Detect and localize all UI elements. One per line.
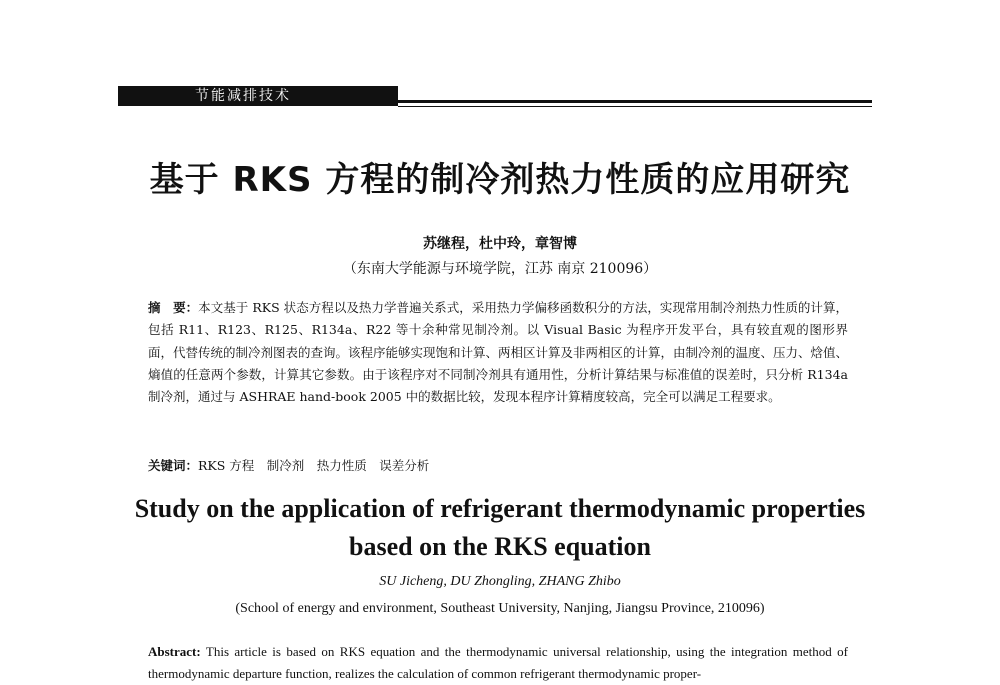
abstract-en-label: Abstract: <box>148 644 201 659</box>
affiliation-en: (School of energy and environment, Southeast University, Nanjing, Jiangsu Province, 210096) <box>235 601 765 616</box>
keywords-cn-label: 关键词： <box>148 458 199 473</box>
keywords-cn-text: RKS 方程 制冷剂 热力性质 误差分析 <box>198 458 430 473</box>
paper-title-en: Study on the application of refrigerant thermodynamic properties based on the RKS equation <box>134 494 866 561</box>
authors-en: SU Jicheng, DU Zhongling, ZHANG Zhibo <box>379 574 621 589</box>
abstract-cn-label: 摘 要： <box>148 300 199 315</box>
section-label: 节能减排技术 <box>195 88 291 104</box>
header-rule-thick <box>398 100 872 103</box>
authors-cn: 苏继程，杜中玲，章智博 <box>423 236 577 252</box>
abstract-en <box>148 641 848 685</box>
header-rule-thin <box>398 106 872 107</box>
abstract-cn <box>148 297 848 408</box>
keywords-cn <box>148 457 848 475</box>
affiliation-cn: （东南大学能源与环境学院，江苏 南京 210096） <box>342 261 658 277</box>
paper-title-cn: 基于 RKS 方程的制冷剂热力性质的应用研究 <box>149 160 851 200</box>
abstract-cn-text: 本文基于 RKS 状态方程以及热力学普遍关系式，采用热力学偏移函数积分的方法，实现常用制冷剂热力性质的计算，包括 R11、R123、R125、R134a、R22 等十余种常见制冷剂。以 Visual Basic 为程序开发平台，具有较直观的图形界面，代替传统的制冷剂图表的查询。该程序能够实现饱和计算、两相区计算及非两相区的计算，由制冷剂的温度、压力、焓值、熵值的任意两个参数，计算其它参数。由于该程序对不同制冷剂具有通用性，分析计算结果与标准值的误差时，只分析 R134a 制冷剂，通过与 ASHRAE hand-book 2005 中的数据比较，发现本程序计算精度较高，完全可以满足工程要求。 <box>148 300 849 405</box>
abstract-en-text: This article is based on RKS equation and the thermodynamic universal relationship, using the integration method of thermodynamic departure function, realizes the calculation of common refrigerant thermodynamic proper- <box>148 644 848 681</box>
